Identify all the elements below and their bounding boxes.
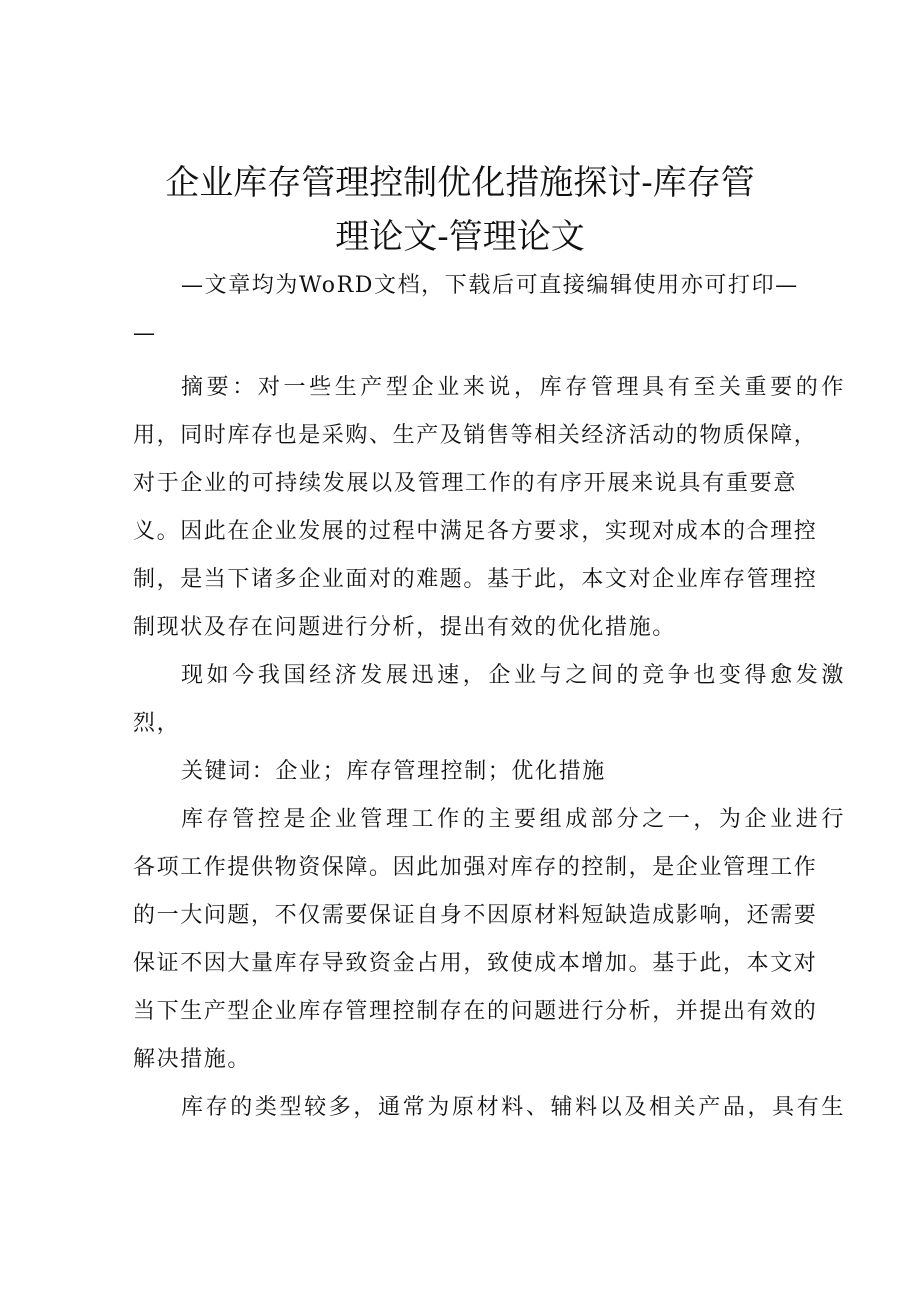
document-title-line-2: 理论文-管理论文 xyxy=(335,217,585,257)
paragraph-1-line-2: 烈， xyxy=(133,711,181,736)
paragraph-2-line-5: 当下生产型企业库存管理控制存在的问题进行分析，并提出有效的 xyxy=(133,999,818,1024)
paragraph-2-line-1: 库存管控是企业管理工作的主要组成部分之一，为企业进行 xyxy=(181,807,845,832)
paragraph-1-line-1: 现如今我国经济发展迅速，企业与之间的竞争也变得愈发激 xyxy=(181,663,845,688)
notice-line-1: —文章均为WoRD文档，下载后可直接编辑使用亦可打印— xyxy=(181,273,799,298)
paragraph-3-line-1: 库存的类型较多，通常为原材料、辅料以及相关产品，具有生 xyxy=(181,1095,845,1120)
keywords-line: 关键词：企业；库存管理控制；优化措施 xyxy=(181,759,606,784)
paragraph-2-line-6: 解决措施。 xyxy=(133,1047,252,1072)
abstract-line-2: 用，同时库存也是采购、生产及销售等相关经济活动的物质保障， xyxy=(133,423,818,448)
abstract-line-6: 制现状及存在问题进行分析，提出有效的优化措施。 xyxy=(133,615,676,640)
notice-line-2: — xyxy=(133,321,155,346)
paragraph-2-line-4: 保证不因大量库存导致资金占用，致使成本增加。基于此，本文对 xyxy=(133,951,818,976)
abstract-line-3: 对于企业的可持续发展以及管理工作的有序开展来说具有重要意 xyxy=(133,471,797,496)
abstract-line-1: 摘要：对一些生产型企业来说，库存管理具有至关重要的作 xyxy=(181,375,845,400)
paragraph-2-line-3: 的一大问题，不仅需要保证自身不因原材料短缺造成影响，还需要 xyxy=(133,903,818,928)
paragraph-2-line-2: 各项工作提供物资保障。因此加强对库存的控制，是企业管理工作 xyxy=(133,855,818,880)
abstract-line-5: 制，是当下诸多企业面对的难题。基于此，本文对企业库存管理控 xyxy=(133,567,818,592)
abstract-line-4: 义。因此在企业发展的过程中满足各方要求，实现对成本的合理控 xyxy=(133,519,818,544)
document-title-line-1: 企业库存管理控制优化措施探讨-库存管 xyxy=(165,163,755,203)
